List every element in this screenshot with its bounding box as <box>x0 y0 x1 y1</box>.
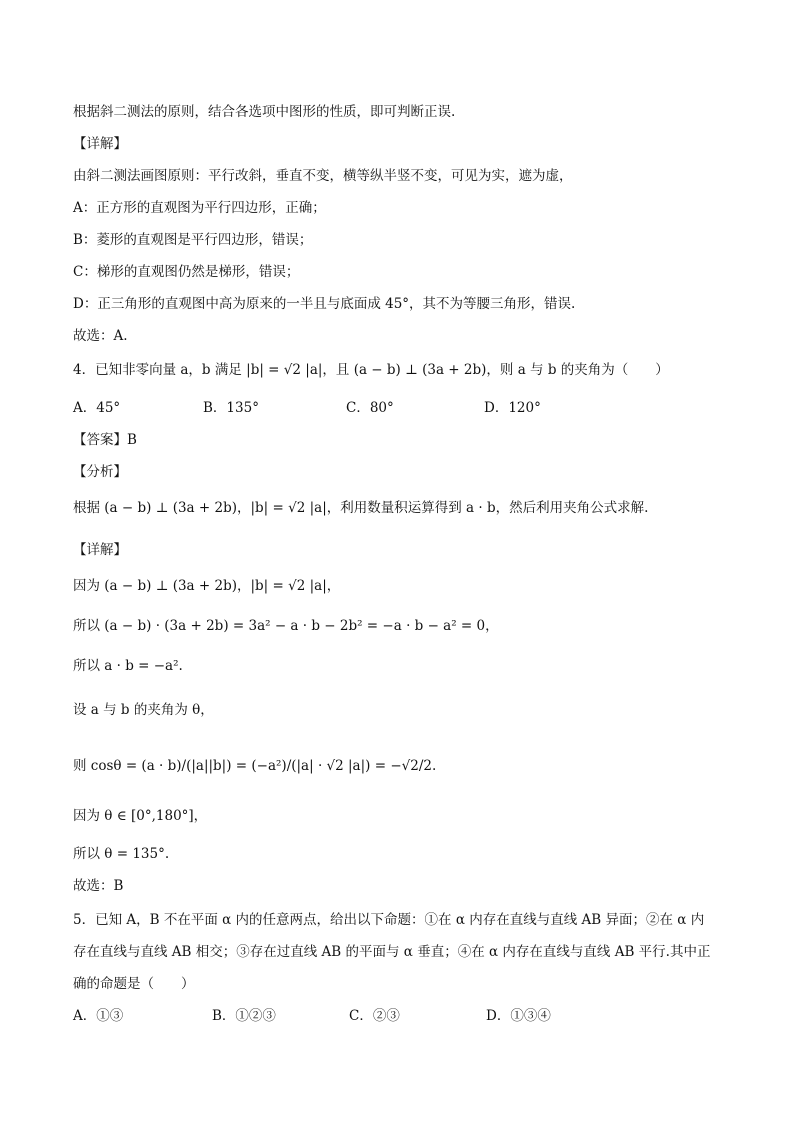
solution-step-1: 因为 (a − b) ⊥ (3a + 2b)，|b| = √2 |a|， <box>73 578 341 594</box>
solution-step-3: 所以 a · b = −a². <box>73 658 183 674</box>
question-5-options <box>73 1006 723 1026</box>
solution-step-6: 因为 θ ∈ [0°,180°]， <box>73 808 208 824</box>
detail-text-q3: 由斜二测法画图原则：平行改斜，垂直不变，横等纵半竖不变，可见为实，遮为虚， <box>73 168 573 184</box>
q4-option-c: C．80° <box>346 400 394 416</box>
solution-step-2: 所以 (a − b) · (3a + 2b) = 3a² − a · b − 2b² = −a · b − a² = 0， <box>73 618 499 634</box>
q4-option-a: A．45° <box>73 400 121 416</box>
analysis-heading-q4: 【分析】 <box>73 464 127 480</box>
question-4: 4．已知非零向量 a，b 满足 |b| = √2 |a|，且 (a − b) ⊥ (3a + 2b)，则 a 与 b 的夹角为（ ） <box>73 362 669 378</box>
answer-q3: 故选：A. <box>73 328 128 344</box>
q5-option-d: D．①③④ <box>486 1008 551 1024</box>
question-4-options <box>73 398 723 418</box>
q5-option-c: C．②③ <box>349 1008 400 1024</box>
solution-step-7: 所以 θ = 135°. <box>73 846 170 862</box>
q4-option-b: B．135° <box>203 400 259 416</box>
question-5-line-3: 确的命题是（ ） <box>73 976 195 992</box>
answer-q4: 【答案】B <box>73 432 137 448</box>
q4-option-d: D．120° <box>484 400 541 416</box>
q5-option-b: B．①②③ <box>212 1008 276 1024</box>
detail-heading-q3: 【详解】 <box>73 136 127 152</box>
option-d-explanation: D：正三角形的直观图中高为原来的一半且与底面成 45°，其不为等腰三角形，错误. <box>73 296 576 312</box>
question-5-line-1: 5．已知 A，B 不在平面 α 内的任意两点，给出以下命题：①在 α 内存在直线与直线 AB 异面；②在 α 内 <box>73 912 705 928</box>
analysis-text-q4: 根据 (a − b) ⊥ (3a + 2b)，|b| = √2 |a|，利用数量积运算得到 a · b，然后利用夹角公式求解. <box>73 500 649 516</box>
solution-step-4: 设 a 与 b 的夹角为 θ， <box>73 702 214 718</box>
detail-heading-q4: 【详解】 <box>73 542 127 558</box>
q5-option-a: A．①③ <box>73 1008 124 1024</box>
analysis-text-q3: 根据斜二测法的原则，结合各选项中图形的性质，即可判断正误. <box>73 104 456 120</box>
option-a-explanation: A：正方形的直观图为平行四边形，正确； <box>73 200 326 216</box>
answer-q4-final: 故选：B <box>73 878 124 894</box>
solution-step-5-cosine: 则 cosθ = (a · b)/(|a||b|) = (−a²)/(|a| · √2 |a|) = −√2/2. <box>73 758 437 774</box>
question-5-line-2: 存在直线与直线 AB 相交；③存在过直线 AB 的平面与 α 垂直；④在 α 内存在直线与直线 AB 平行.其中正 <box>73 944 711 960</box>
option-c-explanation: C：梯形的直观图仍然是梯形，错误； <box>73 264 300 280</box>
option-b-explanation: B：菱形的直观图是平行四边形，错误； <box>73 232 313 248</box>
